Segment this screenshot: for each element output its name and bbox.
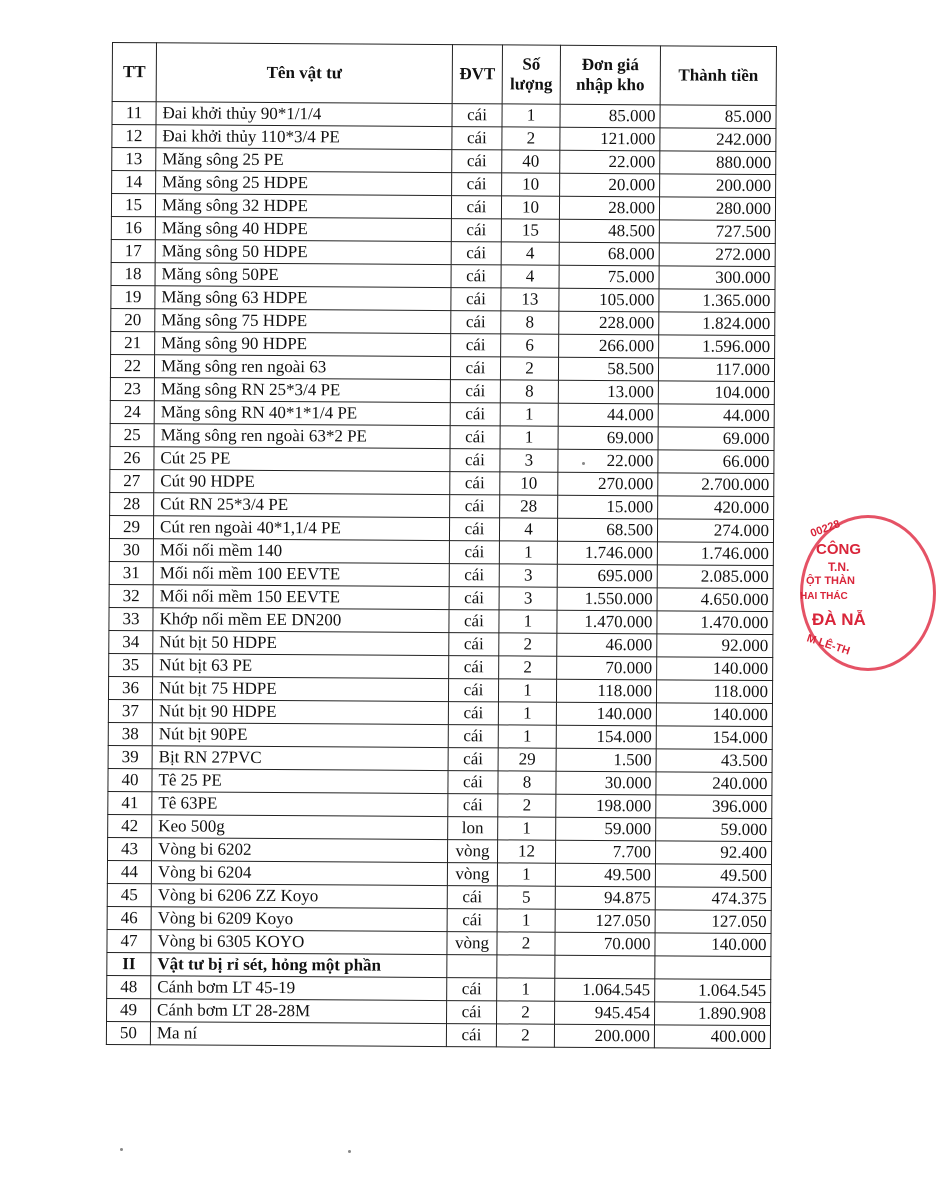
row-unit: cái <box>451 334 501 357</box>
row-qty: 1 <box>500 403 558 426</box>
row-qty: 12 <box>497 840 555 863</box>
row-total: 140.000 <box>656 703 772 727</box>
row-total: 69.000 <box>658 427 774 451</box>
row-total: 59.000 <box>656 818 772 842</box>
row-qty: 1 <box>497 909 555 932</box>
row-total: 117.000 <box>658 358 774 382</box>
row-name: Măng sông ren ngoài 63*2 PE <box>154 424 450 449</box>
row-qty: 1 <box>498 679 556 702</box>
row-price: 70.000 <box>557 656 657 680</box>
row-price: 30.000 <box>556 771 656 795</box>
row-name: Vòng bi 6202 <box>151 838 447 863</box>
row-unit: cái <box>448 771 498 794</box>
row-tt: 49 <box>107 998 151 1021</box>
row-qty: 29 <box>498 748 556 771</box>
row-tt: 13 <box>112 148 156 171</box>
header-qty-line1: Số <box>522 54 541 74</box>
scan-speck <box>582 462 585 465</box>
row-qty: 4 <box>499 518 557 541</box>
row-total: 1.596.000 <box>659 335 775 359</box>
row-price: 1.550.000 <box>557 587 657 611</box>
row-qty: 2 <box>496 1024 554 1047</box>
row-unit: vòng <box>447 840 497 863</box>
row-price: 200.000 <box>554 1024 654 1048</box>
row-tt: 18 <box>111 262 155 285</box>
row-total: 272.000 <box>659 243 775 267</box>
row-qty: 5 <box>497 886 555 909</box>
header-price-line2: nhập kho <box>575 74 645 95</box>
row-tt: 27 <box>110 469 154 492</box>
row-name: Đai khởi thủy 90*1/1/4 <box>156 102 452 127</box>
row-unit: cái <box>451 242 501 265</box>
row-tt: 37 <box>108 699 152 722</box>
row-price: 270.000 <box>558 472 658 496</box>
row-price: 121.000 <box>560 127 660 151</box>
row-unit: cái <box>447 978 497 1001</box>
row-unit: vòng <box>447 863 497 886</box>
row-name: Măng sông 50 HDPE <box>155 240 451 265</box>
row-price: 118.000 <box>556 679 656 703</box>
row-price: 68.500 <box>557 518 657 542</box>
seal-text: M LÊ-TH <box>805 632 852 658</box>
row-price: 15.000 <box>558 495 658 519</box>
row-qty: 2 <box>497 1001 555 1024</box>
row-qty: 1 <box>499 610 557 633</box>
row-total: 880.000 <box>660 151 776 175</box>
row-qty: 2 <box>502 127 560 150</box>
header-unit: ĐVT <box>452 45 502 104</box>
row-price: 140.000 <box>556 702 656 726</box>
row-total: 396.000 <box>656 795 772 819</box>
row-qty: 10 <box>500 472 558 495</box>
row-tt: 35 <box>109 653 153 676</box>
row-qty: 1 <box>497 863 555 886</box>
row-total: 274.000 <box>657 519 773 543</box>
section-name: Vật tư bị rỉ sét, hỏng một phần <box>151 953 447 978</box>
row-price: 13.000 <box>558 380 658 404</box>
row-total: 474.375 <box>655 887 771 911</box>
row-price: 695.000 <box>557 564 657 588</box>
row-unit: cái <box>449 541 499 564</box>
row-qty: 8 <box>501 311 559 334</box>
row-unit: cái <box>449 518 499 541</box>
row-total: 44.000 <box>658 404 774 428</box>
row-total: 1.470.000 <box>657 611 773 635</box>
row-total: 300.000 <box>659 266 775 290</box>
table-body <box>106 102 776 1049</box>
row-qty: 4 <box>501 265 559 288</box>
row-unit: cái <box>450 426 500 449</box>
row-tt: 17 <box>111 239 155 262</box>
header-price <box>560 45 660 105</box>
row-unit: cái <box>452 127 502 150</box>
row-total: 118.000 <box>656 680 772 704</box>
row-tt: 14 <box>112 171 156 194</box>
row-total: 240.000 <box>656 772 772 796</box>
row-name: Cút ren ngoài 40*1,1/4 PE <box>153 516 449 541</box>
row-name: Vòng bi 6305 KOYO <box>151 930 447 955</box>
row-total: 4.650.000 <box>657 588 773 612</box>
row-name: Nút bịt 90 HDPE <box>152 700 448 725</box>
row-name: Ma ní <box>150 1022 446 1047</box>
row-price: 69.000 <box>558 426 658 450</box>
row-qty: 1 <box>502 104 560 127</box>
row-name: Tê 63PE <box>152 792 448 817</box>
row-tt: 50 <box>106 1021 150 1044</box>
row-price: 48.500 <box>559 219 659 243</box>
row-tt: 45 <box>107 883 151 906</box>
row-unit: cái <box>447 886 497 909</box>
row-qty: 2 <box>499 656 557 679</box>
row-total: 1.746.000 <box>657 542 773 566</box>
row-total: 154.000 <box>656 726 772 750</box>
row-price: 22.000 <box>560 150 660 174</box>
row-total: 85.000 <box>660 105 776 129</box>
row-unit: cái <box>447 909 497 932</box>
row-qty: 2 <box>498 794 556 817</box>
row-unit: cái <box>451 288 501 311</box>
row-qty: 6 <box>501 334 559 357</box>
row-name: Bịt RN 27PVC <box>152 746 448 771</box>
row-price: 94.875 <box>555 886 655 910</box>
row-name: Tê 25 PE <box>152 769 448 794</box>
row-qty: 2 <box>500 357 558 380</box>
row-tt: 20 <box>111 308 155 331</box>
row-price: 1.746.000 <box>557 541 657 565</box>
row-qty: 8 <box>500 380 558 403</box>
row-tt: 22 <box>110 354 154 377</box>
seal-text: HAI THÁC <box>800 591 848 602</box>
row-price: 28.000 <box>559 196 659 220</box>
row-total: 1.064.545 <box>655 979 771 1003</box>
row-name: Măng sông 50PE <box>155 263 451 288</box>
table-header-row <box>112 43 776 106</box>
row-unit: cái <box>449 587 499 610</box>
row-price: 198.000 <box>556 794 656 818</box>
row-tt: 33 <box>109 607 153 630</box>
seal-text: CÔNG <box>816 541 861 558</box>
row-qty: 2 <box>497 932 555 955</box>
row-qty: 13 <box>501 288 559 311</box>
row-qty: 8 <box>498 771 556 794</box>
row-name: Đai khởi thủy 110*3/4 PE <box>156 125 452 150</box>
row-tt: 31 <box>109 561 153 584</box>
header-qty-line2: lượng <box>510 74 553 94</box>
scan-speck <box>348 1150 351 1153</box>
row-tt: 42 <box>108 814 152 837</box>
row-price: 58.500 <box>558 357 658 381</box>
row-unit: cái <box>451 219 501 242</box>
row-name: Nút bịt 63 PE <box>153 654 449 679</box>
row-total: 242.000 <box>660 128 776 152</box>
table-row <box>106 1021 770 1048</box>
row-price: 68.000 <box>559 242 659 266</box>
row-qty: 10 <box>501 196 559 219</box>
row-tt: 11 <box>112 102 156 125</box>
row-name: Cút 90 HDPE <box>154 470 450 495</box>
row-tt: 30 <box>109 538 153 561</box>
row-qty: 1 <box>498 702 556 725</box>
row-tt: 24 <box>110 400 154 423</box>
row-tt: 36 <box>108 676 152 699</box>
row-total: 1.890.908 <box>655 1002 771 1026</box>
row-unit: cái <box>449 656 499 679</box>
row-price: 44.000 <box>558 403 658 427</box>
row-unit: cái <box>450 380 500 403</box>
row-unit: cái <box>448 748 498 771</box>
row-tt: 38 <box>108 722 152 745</box>
row-name: Keo 500g <box>152 815 448 840</box>
row-tt: 28 <box>110 492 154 515</box>
header-total: Thành tiền <box>660 46 776 106</box>
row-qty: 40 <box>502 150 560 173</box>
row-total: 2.700.000 <box>658 473 774 497</box>
row-price: 228.000 <box>559 311 659 335</box>
row-total: 49.500 <box>655 864 771 888</box>
row-name: Nút bịt 90PE <box>152 723 448 748</box>
row-qty: 28 <box>500 495 558 518</box>
empty-cell <box>555 955 655 979</box>
row-qty: 10 <box>502 173 560 196</box>
header-price-line1: Đơn giá <box>581 54 639 75</box>
row-unit: cái <box>450 449 500 472</box>
row-name: Măng sông 32 HDPE <box>155 194 451 219</box>
row-total: 92.000 <box>657 634 773 658</box>
row-unit: cái <box>448 679 498 702</box>
row-tt: 44 <box>107 860 151 883</box>
row-price: 59.000 <box>556 817 656 841</box>
header-name: Tên vật tư <box>156 43 452 104</box>
row-total: 1.824.000 <box>659 312 775 336</box>
row-qty: 1 <box>497 978 555 1001</box>
row-total: 43.500 <box>656 749 772 773</box>
row-tt: 32 <box>109 584 153 607</box>
row-price: 7.700 <box>555 840 655 864</box>
empty-cell <box>497 955 555 978</box>
row-unit: cái <box>449 564 499 587</box>
row-tt: 48 <box>107 975 151 998</box>
row-name: Măng sông ren ngoài 63 <box>154 355 450 380</box>
row-qty: 1 <box>499 541 557 564</box>
row-total: 280.000 <box>659 197 775 221</box>
seal-text: T.N. <box>828 560 850 574</box>
row-price: 105.000 <box>559 288 659 312</box>
row-total: 140.000 <box>655 933 771 957</box>
row-unit: cái <box>450 403 500 426</box>
header-qty <box>502 45 560 104</box>
row-tt: 15 <box>111 194 155 217</box>
row-tt: 26 <box>110 446 154 469</box>
row-price: 22.000 <box>558 449 658 473</box>
row-name: Nút bịt 50 HDPE <box>153 631 449 656</box>
row-tt: 12 <box>112 125 156 148</box>
row-name: Măng sông 40 HDPE <box>155 217 451 242</box>
row-name: Cánh bơm LT 28-28M <box>151 999 447 1024</box>
row-name: Nút bịt 75 HDPE <box>152 677 448 702</box>
row-total: 92.400 <box>655 841 771 865</box>
row-name: Măng sông 25 HDPE <box>156 171 452 196</box>
row-price: 1.500 <box>556 748 656 772</box>
row-name: Cút RN 25*3/4 PE <box>154 493 450 518</box>
row-total: 140.000 <box>657 657 773 681</box>
row-unit: cái <box>448 702 498 725</box>
row-price: 49.500 <box>555 863 655 887</box>
row-name: Mối nối mềm 100 EEVTE <box>153 562 449 587</box>
scan-speck <box>120 1148 123 1151</box>
row-name: Mối nối mềm 140 <box>153 539 449 564</box>
row-qty: 1 <box>498 725 556 748</box>
row-tt: 29 <box>109 515 153 538</box>
row-name: Cút 25 PE <box>154 447 450 472</box>
row-price: 85.000 <box>560 104 660 128</box>
row-total: 420.000 <box>658 496 774 520</box>
row-name: Măng sông 75 HDPE <box>155 309 451 334</box>
row-tt: 39 <box>108 745 152 768</box>
row-total: 127.050 <box>655 910 771 934</box>
row-unit: cái <box>448 794 498 817</box>
row-unit: cái <box>452 150 502 173</box>
row-name: Khớp nối mềm EE DN200 <box>153 608 449 633</box>
row-tt: 19 <box>111 285 155 308</box>
header-tt: TT <box>112 43 156 102</box>
row-name: Măng sông 25 PE <box>156 148 452 173</box>
row-unit: cái <box>451 196 501 219</box>
row-price: 70.000 <box>555 932 655 956</box>
row-name: Măng sông RN 40*1*1/4 PE <box>154 401 450 426</box>
row-name: Măng sông 90 HDPE <box>155 332 451 357</box>
row-tt: 47 <box>107 929 151 952</box>
row-tt: 21 <box>111 331 155 354</box>
section-tt: II <box>107 952 151 975</box>
row-tt: 46 <box>107 906 151 929</box>
row-unit: cái <box>447 1001 497 1024</box>
row-total: 66.000 <box>658 450 774 474</box>
row-price: 46.000 <box>557 633 657 657</box>
seal-text: ĐÀ NẴ <box>812 610 866 629</box>
row-price: 154.000 <box>556 725 656 749</box>
row-name: Cánh bơm LT 45-19 <box>151 976 447 1001</box>
row-qty: 2 <box>499 633 557 656</box>
row-price: 75.000 <box>559 265 659 289</box>
row-name: Vòng bi 6204 <box>151 861 447 886</box>
row-unit: cái <box>448 725 498 748</box>
row-total: 2.085.000 <box>657 565 773 589</box>
row-name: Măng sông 63 HDPE <box>155 286 451 311</box>
row-qty: 3 <box>500 449 558 472</box>
row-price: 266.000 <box>559 334 659 358</box>
empty-cell <box>447 955 497 978</box>
row-total: 400.000 <box>654 1025 770 1049</box>
row-unit: vòng <box>447 932 497 955</box>
row-tt: 41 <box>108 791 152 814</box>
row-tt: 34 <box>109 630 153 653</box>
row-unit: lon <box>448 817 498 840</box>
row-unit: cái <box>449 610 499 633</box>
row-name: Vòng bi 6206 ZZ Koyo <box>151 884 447 909</box>
company-seal <box>800 515 940 675</box>
seal-text: ỘT THÀN <box>806 575 855 587</box>
row-price: 945.454 <box>555 1001 655 1025</box>
row-tt: 25 <box>110 423 154 446</box>
row-price: 20.000 <box>560 173 660 197</box>
row-tt: 23 <box>110 377 154 400</box>
row-unit: cái <box>449 633 499 656</box>
row-qty: 4 <box>501 242 559 265</box>
row-unit: cái <box>452 104 502 127</box>
row-unit: cái <box>446 1024 496 1047</box>
row-price: 1.064.545 <box>555 978 655 1002</box>
row-unit: cái <box>452 173 502 196</box>
row-tt: 43 <box>108 837 152 860</box>
empty-cell <box>655 956 771 980</box>
row-unit: cái <box>451 265 501 288</box>
row-price: 1.470.000 <box>557 610 657 634</box>
row-total: 200.000 <box>660 174 776 198</box>
row-unit: cái <box>450 472 500 495</box>
row-unit: cái <box>450 495 500 518</box>
row-price: 127.050 <box>555 909 655 933</box>
row-name: Măng sông RN 25*3/4 PE <box>154 378 450 403</box>
row-qty: 1 <box>500 426 558 449</box>
row-qty: 1 <box>498 817 556 840</box>
row-unit: cái <box>450 357 500 380</box>
row-qty: 3 <box>499 564 557 587</box>
seal-text: 00228 <box>808 518 842 540</box>
row-total: 727.500 <box>659 220 775 244</box>
row-unit: cái <box>451 311 501 334</box>
row-qty: 3 <box>499 587 557 610</box>
row-total: 1.365.000 <box>659 289 775 313</box>
inventory-table <box>106 42 777 1049</box>
row-tt: 16 <box>111 216 155 239</box>
row-qty: 15 <box>501 219 559 242</box>
row-name: Vòng bi 6209 Koyo <box>151 907 447 932</box>
row-tt: 40 <box>108 768 152 791</box>
row-total: 104.000 <box>658 381 774 405</box>
row-name: Mối nối mềm 150 EEVTE <box>153 585 449 610</box>
